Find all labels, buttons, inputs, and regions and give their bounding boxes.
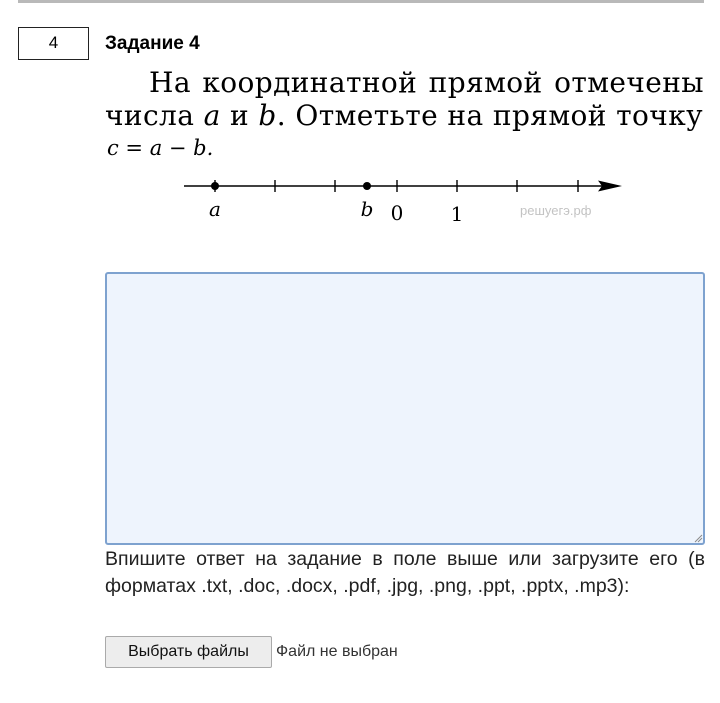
task-number-box bbox=[18, 27, 89, 60]
label-one: 1 bbox=[450, 202, 464, 226]
point-a bbox=[211, 182, 219, 190]
problem-var-b: b bbox=[258, 99, 277, 132]
choose-files-button[interactable]: Выбрать файлы bbox=[105, 636, 272, 668]
answer-textarea[interactable] bbox=[105, 272, 705, 545]
problem-text-part1: На координатной прямой отмечены числа bbox=[105, 66, 704, 132]
problem-text-and: и bbox=[220, 99, 259, 132]
answer-hint: Впишите ответ на задание в поле выше или загрузите его (в форматах .txt, .doc, .docx, .pdf, .jpg, .png, .ppt, .pptx, .mp3): bbox=[105, 548, 705, 597]
resize-grip-icon[interactable] bbox=[693, 533, 703, 543]
problem-text-part2: . Отметьте на прямой точку bbox=[276, 99, 703, 132]
label-b: b bbox=[360, 197, 374, 221]
problem-text bbox=[105, 66, 704, 132]
top-divider bbox=[18, 0, 704, 3]
point-b bbox=[363, 182, 371, 190]
task-number: 4 bbox=[48, 33, 59, 52]
label-zero: 0 bbox=[390, 201, 404, 225]
problem-formula: c = a − b. bbox=[107, 136, 214, 160]
task-title: Задание 4 bbox=[105, 33, 200, 54]
problem-var-a: a bbox=[203, 99, 221, 132]
watermark: решуегэ.рф bbox=[520, 203, 592, 218]
number-line bbox=[170, 170, 630, 230]
label-a: a bbox=[209, 197, 221, 221]
file-status: Файл не выбран bbox=[276, 643, 398, 660]
